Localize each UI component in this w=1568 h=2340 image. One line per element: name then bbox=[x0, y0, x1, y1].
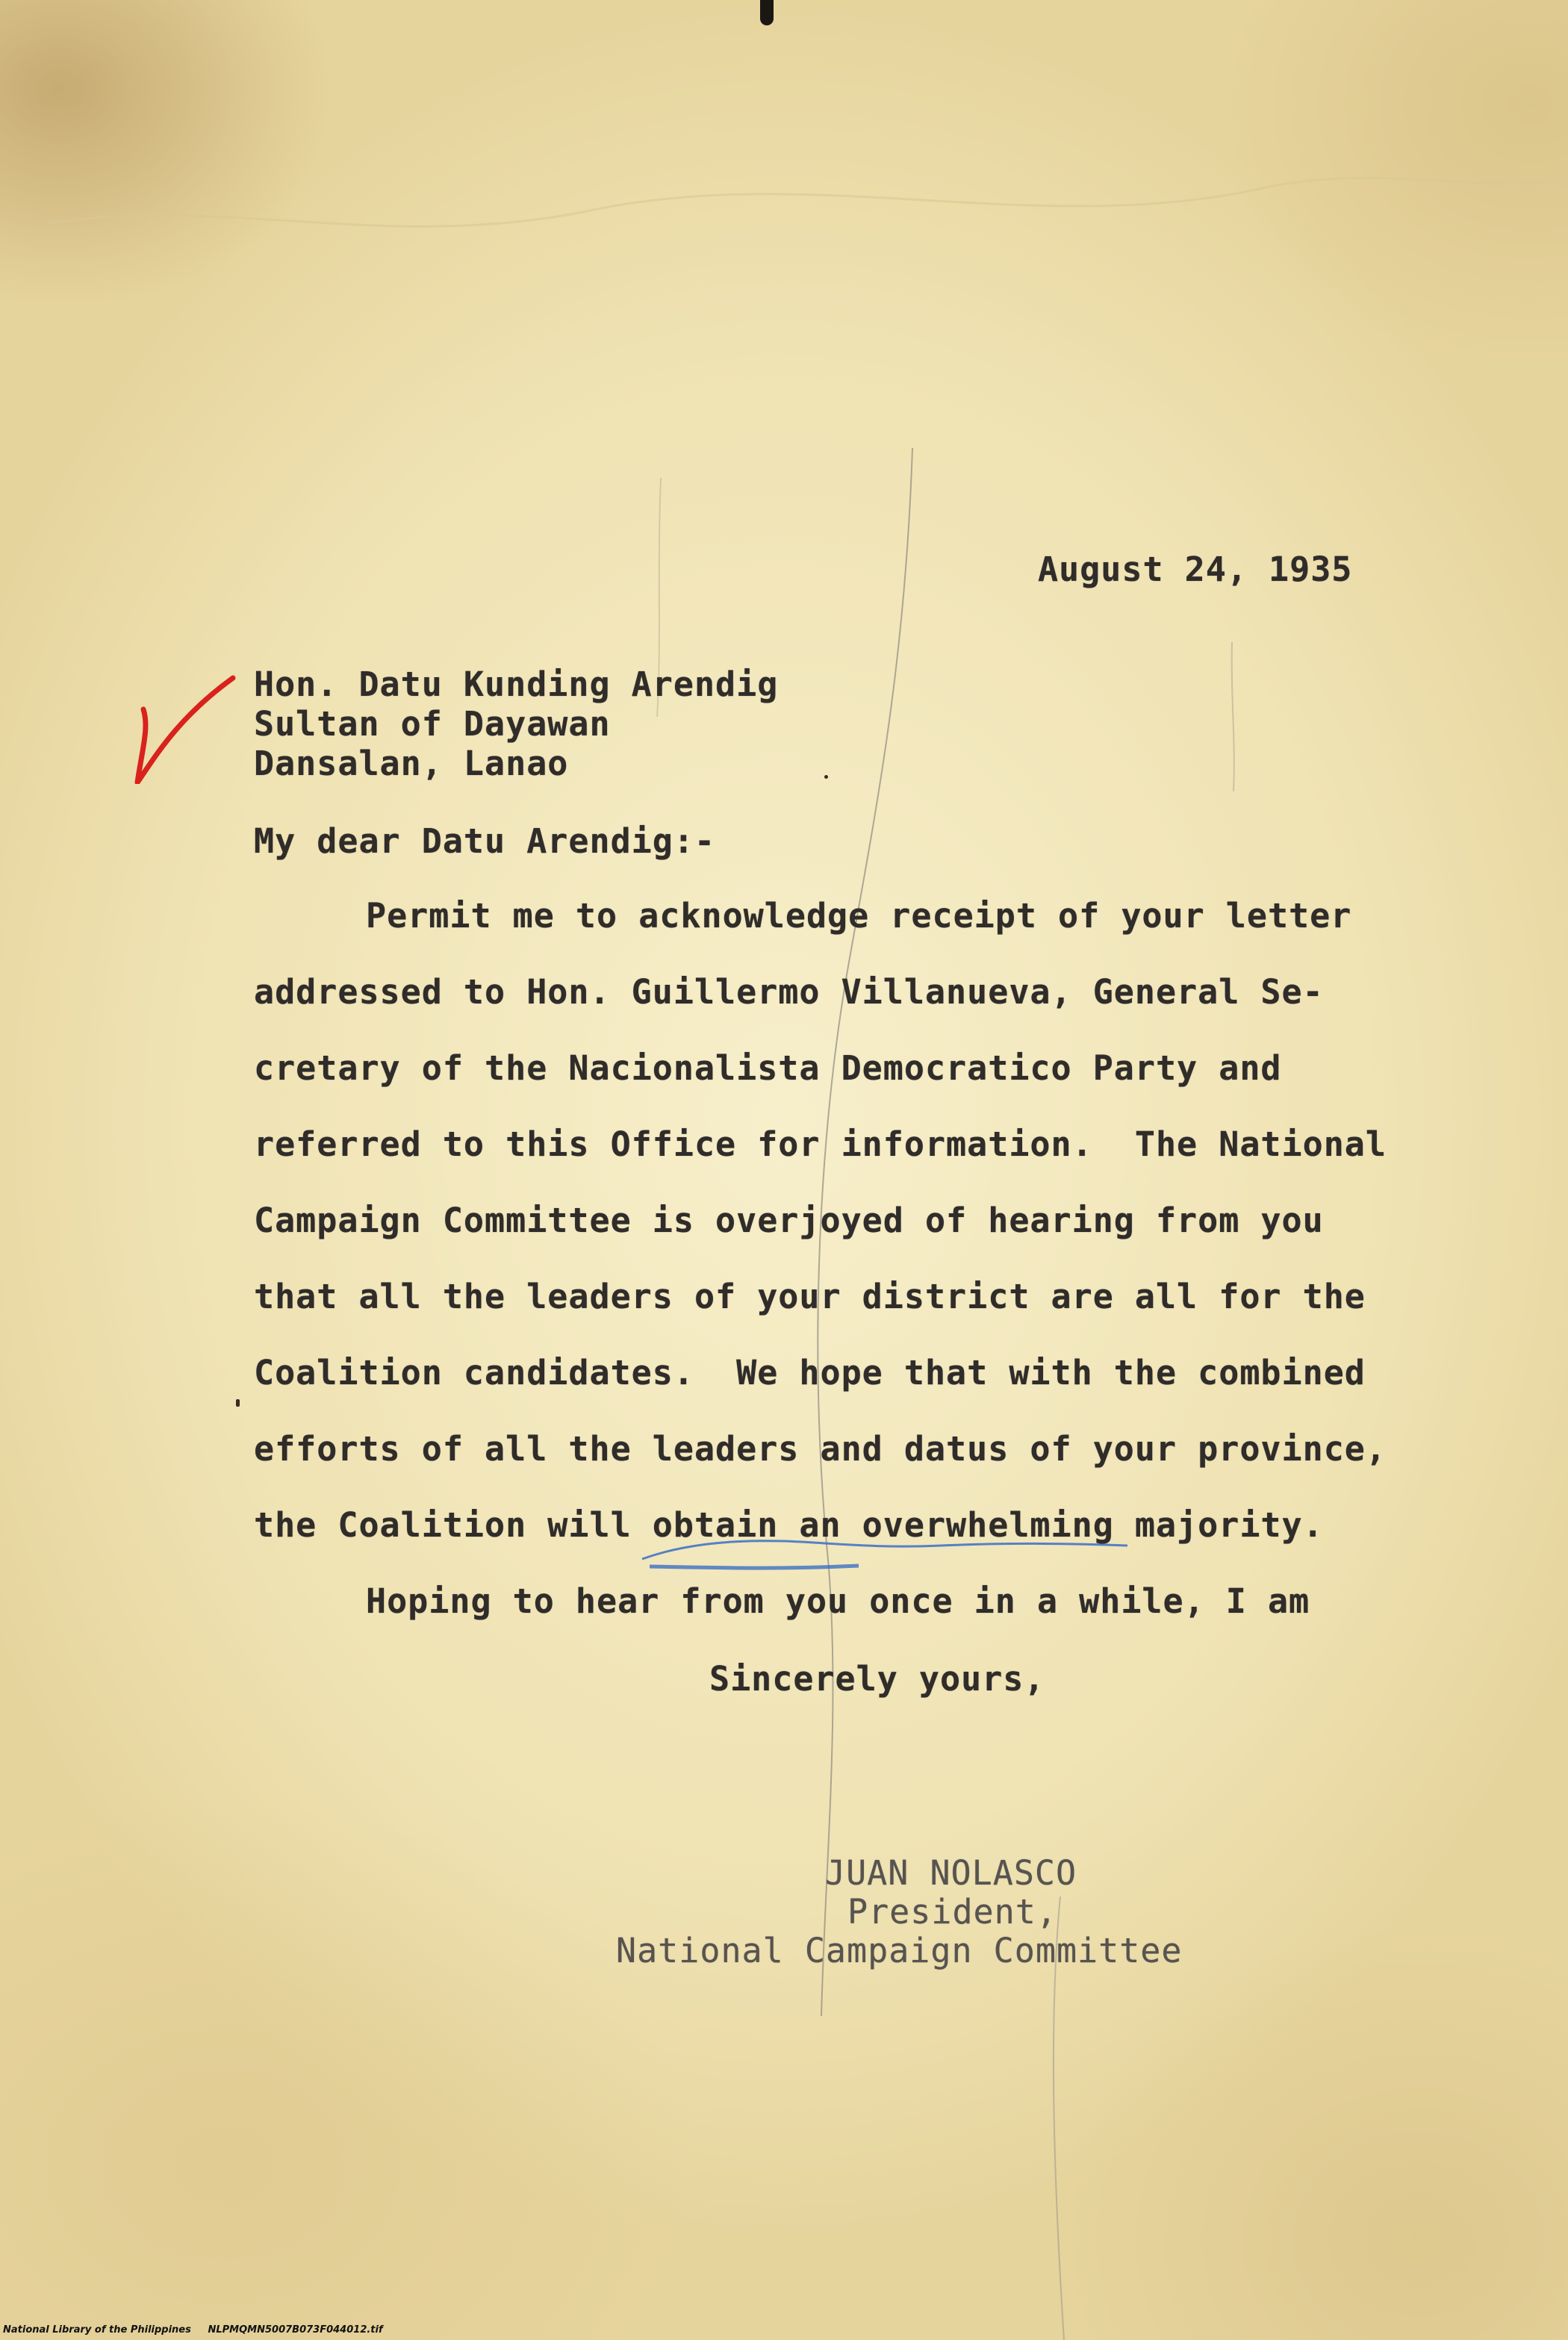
archive-caption: National Library of the Philippines NLPMQMN5007B073F044012.tif bbox=[3, 2324, 383, 2336]
body-line: addressed to Hon. Guillermo Villanueva, General Se- bbox=[254, 972, 1324, 1012]
closing-line: Hoping to hear from you once in a while, I am bbox=[366, 1581, 1310, 1621]
body-line: Campaign Committee is overjoyed of hearing from you bbox=[254, 1201, 1324, 1240]
signature-organization: National Campaign Committee bbox=[616, 1931, 1183, 1970]
body-line: the Coalition will obtain an overwhelming majority. bbox=[254, 1505, 1324, 1545]
body-line: efforts of all the leaders and datus of your province, bbox=[254, 1429, 1387, 1469]
checkmark-stroke bbox=[137, 678, 233, 782]
recipient-line: Hon. Datu Kunding Arendig bbox=[254, 665, 779, 704]
recipient-line: Dansalan, Lanao bbox=[254, 744, 569, 783]
signature-title: President, bbox=[847, 1892, 1057, 1932]
punch-hole bbox=[760, 0, 774, 25]
body-line: referred to this Office for information. The National bbox=[254, 1124, 1387, 1164]
body-line: Permit me to acknowledge receipt of your letter bbox=[366, 896, 1352, 936]
body-line: that all the leaders of your district are all for the bbox=[254, 1277, 1366, 1316]
ink-speck bbox=[824, 775, 828, 779]
body-line: Coalition candidates. We hope that with the combined bbox=[254, 1353, 1366, 1393]
letter-date: August 24, 1935 bbox=[1038, 550, 1353, 589]
recipient-line: Sultan of Dayawan bbox=[254, 704, 611, 744]
signature-name: JUAN NOLASCO bbox=[825, 1853, 1077, 1893]
red-checkmark bbox=[127, 672, 254, 784]
ink-speck bbox=[236, 1399, 240, 1407]
right-crease bbox=[1232, 642, 1234, 791]
pen-mark-lower bbox=[650, 1566, 859, 1568]
complimentary-close: Sincerely yours, bbox=[709, 1659, 1045, 1699]
upper-wrinkle bbox=[45, 178, 1568, 226]
body-line: cretary of the Nacionalista Democratico Party and bbox=[254, 1048, 1282, 1088]
salutation: My dear Datu Arendig:- bbox=[254, 821, 716, 861]
